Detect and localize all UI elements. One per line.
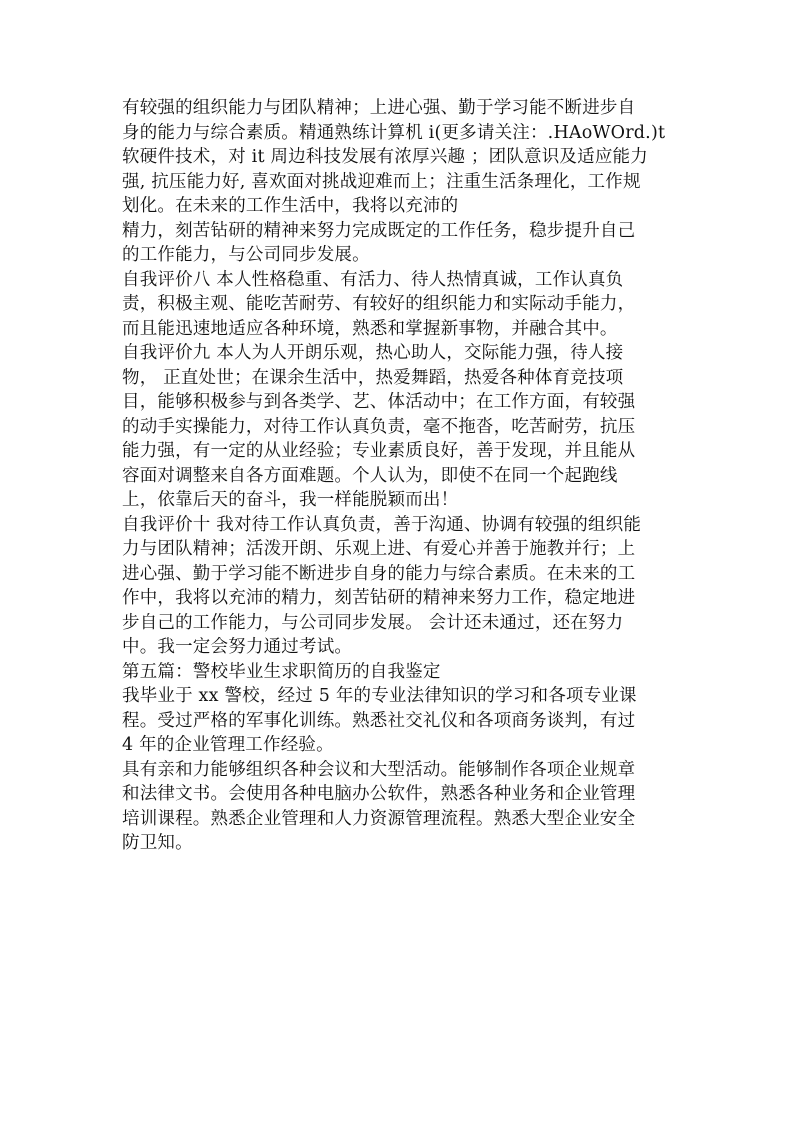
- section-heading: 自我评价九 本人为人开朗乐观，热心助人，交际能力强，待人接: [122, 343, 624, 363]
- text-line: 进心强、勤于学习能不断进步自身的能力与综合素质。在未来的工: [122, 563, 636, 584]
- document-body: [122, 96, 682, 856]
- section-heading: 自我评价八 本人性格稳重、有活力、待人热情真诚，工作认真负: [122, 269, 624, 290]
- text-line: 具有亲和力能够组织各种会议和大型活动。能够制作各项企业规章: [122, 759, 636, 780]
- section-heading: 自我评价十 我对待工作认真负责，善于沟通、协调有较强的组织能: [122, 514, 642, 535]
- text-line: 力与团队精神；活泼开朗、乐观上进、有爱心并善于施教并行；上: [122, 539, 636, 559]
- text-line: 而且能迅速地适应各种环境，熟悉和掌握新事物，并融合其中。: [122, 318, 618, 339]
- text-line: 物， 正直处世；在课余生活中，热爱舞蹈，热爱各种体育竞技项: [122, 367, 624, 388]
- text-line: 程。受过严格的军事化训练。熟悉社交礼仪和各项商务谈判，有过: [122, 710, 636, 731]
- text-line: 步自己的工作能力，与公司同步发展。 会计还未通过，还在努力: [122, 612, 624, 633]
- text-line: 精力，刻苦钻研的精神来努力完成既定的工作任务，稳步提升自己: [122, 220, 636, 241]
- chapter-heading: 第五篇：警校毕业生求职简历的自我鉴定: [122, 661, 441, 682]
- text-line: 责，积极主观、能吃苦耐劳、有较好的组织能力和实际动手能力，: [122, 294, 636, 314]
- text-line: 4 年的企业管理工作经验。: [122, 735, 334, 755]
- text-line: 的动手实操能力，对待工作认真负责，毫不拖沓，吃苦耐劳，抗压: [122, 416, 636, 437]
- text-line: 容面对调整来自各方面难题。个人认为，即使不在同一个起跑线: [122, 465, 618, 486]
- text-line: 中。我一定会努力通过考试。: [122, 637, 353, 657]
- text-line: 身的能力与综合素质。精通熟练计算机 i(更多请关注：.HAoWOrd.)t: [122, 122, 666, 143]
- text-line: 上，依靠后天的奋斗，我一样能脱颖而出！: [122, 490, 459, 510]
- text-line: 软硬件技术，对 it 周边科技发展有浓厚兴趣 ；团队意识及适应能力: [122, 147, 648, 167]
- text-line: 我毕业于 xx 警校，经过 5 年的专业法律知识的学习和各项专业课: [122, 686, 637, 706]
- text-line: 防卫知。: [122, 833, 193, 853]
- text-line: 作中，我将以充沛的精力，刻苦钻研的精神来努力工作，稳定地进: [122, 588, 636, 608]
- text-line: 的工作能力，与公司同步发展。: [122, 245, 370, 265]
- text-line: 目，能够积极参与到各类学、艺、体活动中；在工作方面，有较强: [122, 392, 636, 412]
- text-line: 和法律文书。会使用各种电脑办公软件，熟悉各种业务和企业管理: [122, 784, 636, 804]
- text-line: 强, 抗压能力好, 喜欢面对挑战迎难而上；注重生活条理化，工作规: [122, 171, 641, 192]
- text-line: 能力强，有一定的从业经验；专业素质良好，善于发现，并且能从: [122, 441, 636, 461]
- text-line: 划化。在未来的工作生活中，我将以充沛的: [122, 196, 459, 216]
- text-line: 有较强的组织能力与团队精神；上进心强、勤于学习能不断进步自: [122, 98, 636, 118]
- text-line: 培训课程。熟悉企业管理和人力资源管理流程。熟悉大型企业安全: [122, 808, 636, 829]
